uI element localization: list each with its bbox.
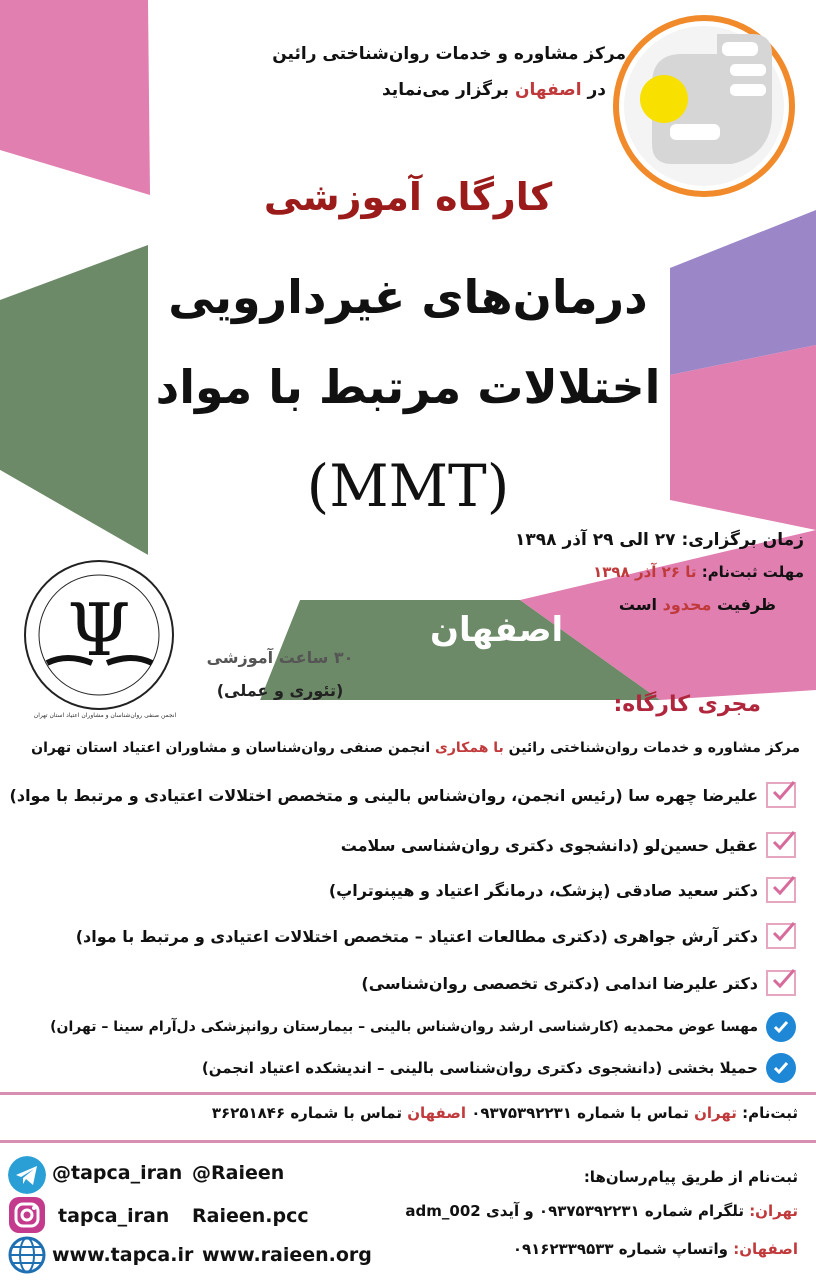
instagram-handle-1[interactable]: tapca_iran xyxy=(58,1205,170,1227)
teacher-item xyxy=(10,782,796,808)
svg-text:Ψ: Ψ xyxy=(67,588,131,672)
msg-tehran-label: تهران: xyxy=(749,1202,798,1220)
teacher-name: دکتر آرش جواهری (دکتری مطالعات اعتیاد – متخصص اختلالات اعتیادی و مرتبط با مواد) xyxy=(75,926,758,946)
reg-isfahan-text: تماس با شماره ۳۶۲۵۱۸۴۶ xyxy=(211,1104,408,1122)
center-highlight: با همکاری xyxy=(435,740,504,756)
teacher-item xyxy=(341,832,796,858)
telegram-handle-2[interactable]: @Raieen xyxy=(192,1162,285,1184)
teacher-item xyxy=(361,970,796,996)
checkbox-icon xyxy=(766,782,796,808)
capacity xyxy=(619,595,776,614)
teacher-name: دکتر علیرضا اندامی (دکتری تخصصی روان‌شناسی) xyxy=(361,973,758,993)
capacity-mid: محدود xyxy=(662,595,712,614)
assistant-item xyxy=(50,1012,796,1042)
telegram-icon xyxy=(8,1156,46,1198)
hours-count: ۳۰ ساعت آموزشی xyxy=(206,648,354,667)
teacher-name: دکتر سعید صادقی (پزشک، درمانگر اعتیاد و هیپنوتراپ) xyxy=(328,880,758,900)
capacity-pre: ظرفیت xyxy=(711,595,776,614)
title-abbr: (MMT) xyxy=(306,452,510,520)
reg-label: ثبت‌نام: xyxy=(736,1104,798,1122)
host-city: اصفهان xyxy=(514,80,582,100)
checkbox-icon xyxy=(766,923,796,949)
teacher-item xyxy=(76,923,796,949)
title-line-1: درمان‌های غیردارویی xyxy=(168,270,648,324)
capacity-post: است xyxy=(618,595,663,614)
seal-caption: انجمن صنفی روان‌شناسان و مشاوران اعتیاد استان تهران xyxy=(33,712,177,719)
assistant-item xyxy=(202,1053,796,1083)
reg-isfahan: اصفهان xyxy=(407,1104,466,1122)
center-post: انجمن صنفی روان‌شناسان و مشاوران اعتیاد استان تهران xyxy=(31,740,436,756)
association-seal xyxy=(12,555,187,725)
raieen-logo xyxy=(612,14,796,198)
msg-isfahan-text: واتساپ شماره ۰۹۱۶۲۳۳۹۵۳۳ xyxy=(512,1240,734,1258)
assistant-name: مهسا عوض محمدیه (کارشناسی ارشد روان‌شناس بالینی – بیمارستان روانپزشکی دل‌آرام سینا – تهران) xyxy=(50,1019,758,1035)
presenters-center xyxy=(31,740,800,756)
organizer-line: مرکز مشاوره و خدمات روان‌شناختی رائین xyxy=(272,44,626,64)
deadline-value: تا ۲۶ آذر ۱۳۹۸ xyxy=(593,563,697,581)
telegram-handle-1[interactable]: @tapca_iran xyxy=(52,1162,183,1184)
divider xyxy=(0,1092,816,1095)
training-hours xyxy=(200,648,360,700)
checkbox-icon xyxy=(766,970,796,996)
checkbox-icon xyxy=(766,877,796,903)
messenger-heading: ثبت‌نام از طریق پیام‌رسان‌ها: xyxy=(583,1168,798,1186)
assistant-name: حمیلا بخشی (دانشجوی دکتری روان‌شناسی بالینی – اندیشکده اعتیاد انجمن) xyxy=(201,1059,758,1077)
teacher-name: علیرضا چهره سا (رئیس انجمن، روان‌شناس بالینی و متخصص اختلالات اعتیادی و مرتبط با مواد) xyxy=(9,785,758,805)
instagram-icon xyxy=(8,1196,46,1238)
check-badge-icon xyxy=(766,1053,796,1083)
instagram-handle-2[interactable]: Raieen.pcc xyxy=(192,1205,309,1227)
deadline-label: مهلت ثبت‌نام: xyxy=(696,563,804,581)
host-pre: در xyxy=(581,80,606,100)
divider xyxy=(0,1140,816,1143)
hours-type: (تئوری و عملی) xyxy=(216,681,344,700)
city-label: اصفهان xyxy=(430,610,564,650)
phone-registration xyxy=(212,1104,798,1122)
check-badge-icon xyxy=(766,1012,796,1042)
reg-tehran: تهران xyxy=(694,1104,737,1122)
website-1[interactable]: www.tapca.ir xyxy=(52,1244,194,1266)
checkbox-icon xyxy=(766,832,796,858)
msg-tehran-text: تلگرام شماره ۰۹۳۷۵۳۹۲۲۳۱ و آیدی adm_002 xyxy=(405,1202,750,1220)
host-post: برگزار می‌نماید xyxy=(381,80,515,100)
center-pre: مرکز مشاوره و خدمات روان‌شناختی رائین xyxy=(503,740,800,756)
deadline xyxy=(593,563,804,581)
reg-tehran-text: تماس با شماره ۰۹۳۷۵۳۹۲۲۳۱ xyxy=(466,1104,695,1122)
globe-icon xyxy=(8,1236,46,1278)
messenger-tehran xyxy=(405,1202,798,1220)
workshop-label: کارگاه آموزشی xyxy=(263,175,553,219)
teacher-name: عقیل حسین‌لو (دانشجوی دکتری روان‌شناسی سلامت xyxy=(340,835,758,855)
teacher-item xyxy=(329,877,796,903)
host-city-line xyxy=(382,80,606,100)
event-dates: زمان برگزاری: ۲۷ الی ۲۹ آذر ۱۳۹۸ xyxy=(515,530,804,550)
title-line-2: اختلالات مرتبط با مواد xyxy=(155,360,661,414)
website-2[interactable]: www.raieen.org xyxy=(202,1244,372,1266)
msg-isfahan-label: اصفهان: xyxy=(733,1240,798,1258)
presenters-heading: مجری کارگاه: xyxy=(613,692,761,717)
messenger-isfahan xyxy=(513,1240,798,1258)
